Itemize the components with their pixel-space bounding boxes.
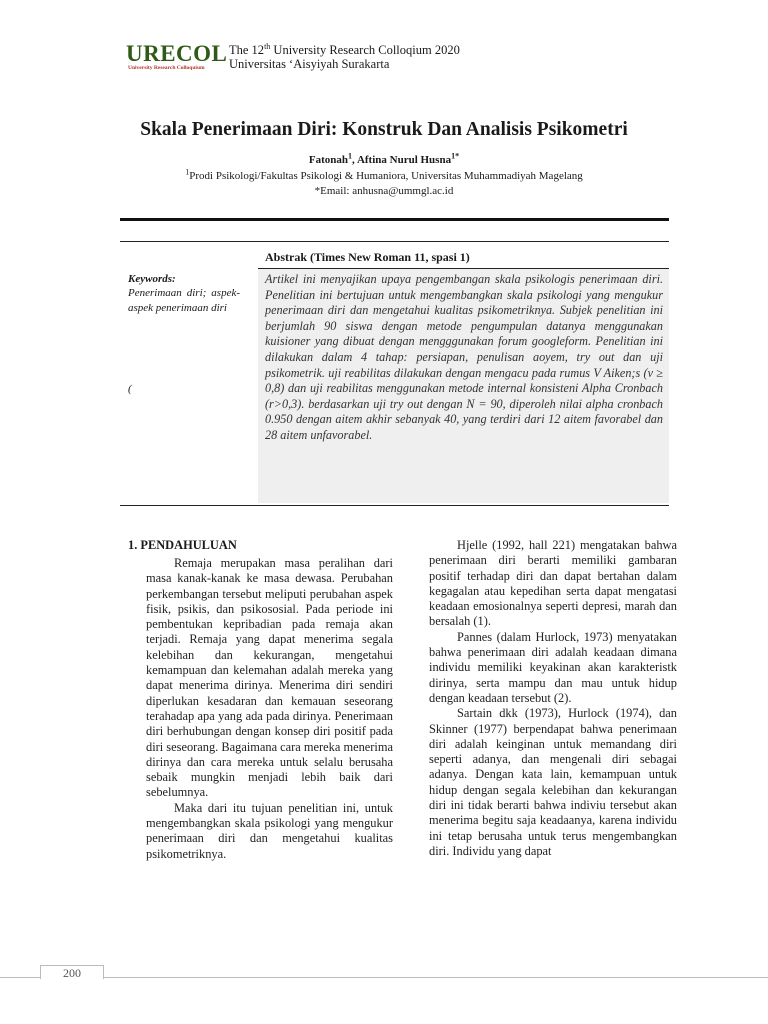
abstract-top-rule bbox=[120, 241, 669, 242]
paper-email: *Email: anhusna@ummgl.ac.id bbox=[314, 185, 454, 197]
paper-authors: Fatonah$^1$, Aftina Nurul Husna$^{1*}$ bbox=[308, 151, 460, 166]
paper-title: Skala Penerimaan Diri: Konstruk Dan Analisis Psikometri bbox=[140, 119, 628, 140]
paragraph: Maka dari itu tujuan penelitian ini, untuk mengembangkan skala psikologi yang mengukur penerimaan diri dan mengetahui kualitas psikometriknya. bbox=[146, 800, 393, 861]
abstract-bottom-rule bbox=[120, 505, 669, 506]
right-column bbox=[429, 538, 677, 859]
logo-text: URECOL bbox=[126, 41, 228, 66]
footer-rule bbox=[0, 977, 768, 978]
keywords-text: Penerimaan diri; aspek-aspek penerimaan diri bbox=[128, 287, 240, 314]
abstract-heading: Abstrak (Times New Roman 11, spasi 1) bbox=[265, 250, 470, 264]
paragraph: Pannes (dalam Hurlock, 1973) menyatakan bahwa penerimaan diri adalah keadaan dimana individu memiliki keyakinan akan karakteristk dirinya, serta mampu dan mau untuk hidup dengan keadaan tersebut (2). bbox=[429, 629, 677, 705]
keywords-stray-mark: ( bbox=[128, 383, 132, 395]
title-divider bbox=[120, 218, 669, 221]
urecol-logo bbox=[126, 41, 228, 77]
paragraph: Sartain dkk (1973), Hurlock (1974), dan Skinner (1977) berpendapat bahwa penerimaan diri adalah keinginan untuk memandang diri seperti adanya, dan mengenali diri sebagai adanya. Dengan kata lain, kemampuan untuk hidup dengan segala kelebihan dan kekurangan diri ini tidak berarti bahwa indiviu tersebut akan menerima begitu saja keadaanya, karena individu ini tetap berusaha untuk terus mengembangkan diri. Individu yang dapat bbox=[429, 706, 677, 858]
colloquium-title: The 12th University Research Colloqium 2020 bbox=[229, 41, 460, 57]
paragraph: Hjelle (1992, hall 221) mengatakan bahwa penerimaan diri berarti memiliki gambaran positif terhadap diri dan dapat bertahan dalam kegagalan atau kepedihan serta dapat mengatasi keadaan emosionalnya seperti depresi, marah dan bersalah (1). bbox=[429, 538, 677, 629]
university-name: Universitas ‘Aisyiyah Surakarta bbox=[229, 57, 390, 71]
logo-subtext: University Research Colloquium bbox=[128, 65, 205, 71]
abstract-text: Artikel ini menyajikan upaya pengembangan skala psikologis penerimaan diri. Penelitian ini bertujuan untuk mengembangkan skala psikologi yang mengukur penerimaan diri dan mengetahui kualitas psikometriknya. Subjek penelitian ini berjumlah 90 siswa dengan metode pengumpulan datanya menggunakan kuisioner yang dibuat dengan mengggunakan forum googleform. Penelitian ini dilakukan dalam 4 tahap: persiapan, penulisan aoyem, try out dan uji psikometrik. uji reabilitas dilakukan dengan mengacu pada rumus V Aiken;s (v ≥ 0,8) dan uji reabilitas menggunakan metode internal konsisteni Alpha Cronbach (r>0,3). berdasarkan uji try out dengan N = 90, diperoleh nilai alpha cronbach 0.950 dengan aitem akhir sebanyak 40, yang terdiri dari 12 aitem favorabel dan 28 aitem unfavorabel. bbox=[265, 272, 663, 442]
section-heading: 1. PENDAHULUAN bbox=[128, 538, 237, 552]
keywords-label: Keywords: bbox=[128, 273, 176, 285]
paper-affiliation: $^1$Prodi Psikologi/Fakultas Psikologi & Humaniora, Universitas Muhammadiyah Magelang bbox=[185, 167, 583, 182]
paragraph: Remaja merupakan masa peralihan dari masa kanak-kanak ke masa dewasa. Perubahan perkembangan tersebut meliputi perubahan aspek fisik, psikis, dan psikososial. Pada periode ini pembentukan kepribadian pada remaja akan terjadi. Remaja yang dapat menerima segala kelebihan dan kekurangan, mengetahui kemampuan dan kelemahan adalah mereka yang dapat menerima dirinya. Menerima diri sendiri diperlukan kesadaran dan kemauan seseorang terahadap apa yang ada pada dirinya. Penerimaan diri berhubungan dengan konsep diri positif pada diri seseorang. Bagaimana cara mereka menerima dirinya dan cara mereka untuk selalu berusaha sebaik mungkin menjadi lebih baik dari sebelumnya. bbox=[146, 556, 394, 800]
left-column bbox=[146, 556, 393, 862]
page-number: 200 bbox=[63, 966, 81, 980]
